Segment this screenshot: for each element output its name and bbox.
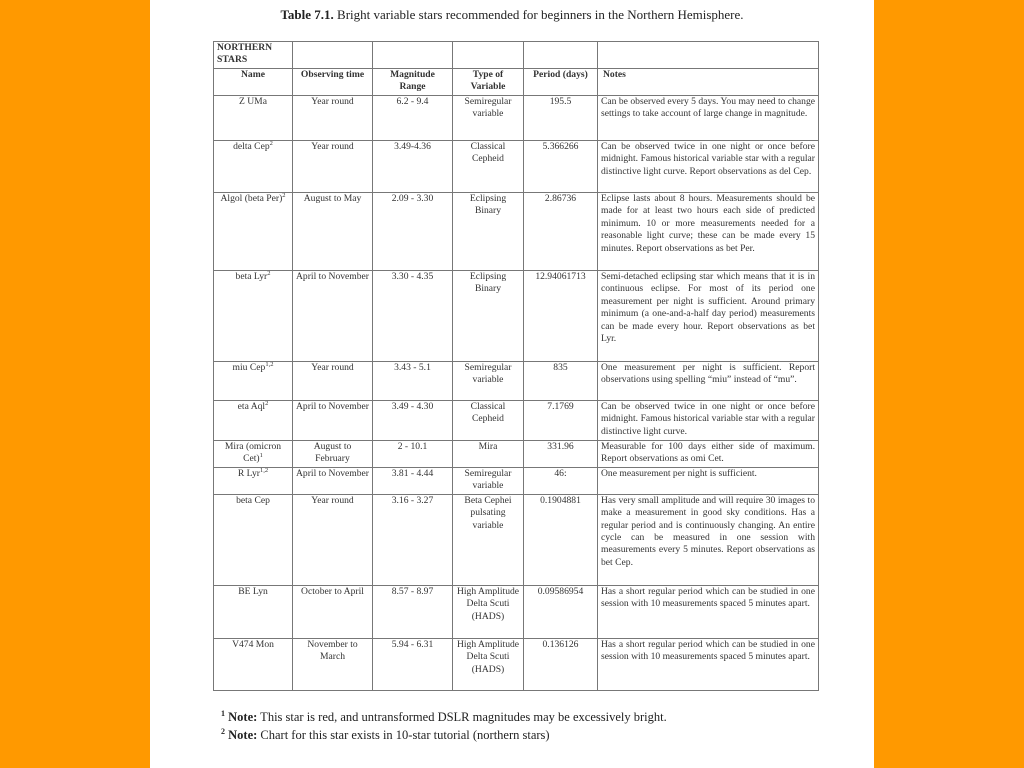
period-cell: 0.136126 xyxy=(524,638,598,690)
magnitude-range-cell: 3.49 - 4.30 xyxy=(373,401,453,441)
star-name-cell xyxy=(214,494,293,585)
period-cell: 12.94061713 xyxy=(524,271,598,362)
star-name-cell xyxy=(214,362,293,401)
variable-type-cell: Classical Cepheid xyxy=(453,401,524,441)
table-row xyxy=(214,193,819,271)
variable-type-cell: Classical Cepheid xyxy=(453,141,524,193)
notes-cell: Has a short regular period which can be studied in one session with 10 measurements spaced 5 minutes apart. xyxy=(598,585,819,638)
header-magnitude-range: Magnitude Range xyxy=(373,69,453,96)
notes-cell: Eclipse lasts about 8 hours. Measurements should be made for at least two hours each side of predicted minimum. 10 or more measurements needed for a reasonable light curve; these can be made every 15 minutes. Report observations as bet Per. xyxy=(598,193,819,271)
table-row xyxy=(214,96,819,141)
notes-cell: Can be observed twice in one night or once before midnight. Famous historical variable star with a regular distinctive light curve. xyxy=(598,401,819,441)
variable-type-cell: High Amplitude Delta Scuti (HADS) xyxy=(453,638,524,690)
star-name-cell xyxy=(214,96,293,141)
notes-cell: Measurable for 100 days either side of maximum. Report observations as omi Cet. xyxy=(598,441,819,468)
star-name-cell xyxy=(214,638,293,690)
star-name-cell xyxy=(214,271,293,362)
footnote-ref: 1 xyxy=(259,452,263,460)
star-name: Mira (omicron Cet) xyxy=(224,441,282,465)
period-cell: 195.5 xyxy=(524,96,598,141)
document-page xyxy=(150,0,874,768)
table-row xyxy=(214,362,819,401)
table-row xyxy=(214,401,819,441)
observing-time-cell: April to November xyxy=(293,401,373,441)
magnitude-range-cell: 3.49-4.36 xyxy=(373,141,453,193)
period-cell: 0.1904881 xyxy=(524,494,598,585)
star-name-cell xyxy=(214,468,293,495)
observing-time-cell: Year round xyxy=(293,96,373,141)
caption-label: Table 7.1. xyxy=(280,7,334,22)
footnote-1-text: This star is red, and untransformed DSLR magnitudes may be excessively bright. xyxy=(257,710,667,724)
period-cell: 5.366266 xyxy=(524,141,598,193)
table-row xyxy=(214,494,819,585)
observing-time-cell: Year round xyxy=(293,362,373,401)
table-row xyxy=(214,271,819,362)
observing-time-cell: November to March xyxy=(293,638,373,690)
footnote-ref: 1,2 xyxy=(260,467,269,474)
notes-cell: Has a short regular period which can be studied in one session with 10 measurements spaced 5 minutes apart. xyxy=(598,638,819,690)
variable-type-cell: High Amplitude Delta Scuti (HADS) xyxy=(453,585,524,638)
notes-cell: Has very small amplitude and will require 30 images to make a measurement in good sky conditions. Has a regular period and is continuously changing. An entire cycle can be measured in one session with measurements every 5 minutes. Report observations as bet Cep. xyxy=(598,494,819,585)
observing-time-cell: October to April xyxy=(293,585,373,638)
magnitude-range-cell: 8.57 - 8.97 xyxy=(373,585,453,638)
star-name: V474 Mon xyxy=(232,638,274,650)
magnitude-range-cell: 3.81 - 4.44 xyxy=(373,468,453,495)
observing-time-cell: August to May xyxy=(293,193,373,271)
star-name-cell xyxy=(214,141,293,193)
header-notes: Notes xyxy=(598,69,819,96)
table-row xyxy=(214,468,819,495)
footnote-2-label: Note: xyxy=(228,728,258,742)
magnitude-range-cell: 6.2 - 9.4 xyxy=(373,96,453,141)
star-name: beta Cep xyxy=(236,494,270,506)
star-name: miu Cep xyxy=(232,362,266,373)
section-title-row xyxy=(214,42,819,69)
header-period: Period (days) xyxy=(524,69,598,96)
magnitude-range-cell: 2 - 10.1 xyxy=(373,441,453,468)
footnote-ref: 2 xyxy=(267,270,271,277)
period-cell: 0.09586954 xyxy=(524,585,598,638)
footnote-1-label: Note: xyxy=(228,710,258,724)
footnote-2-number: 2 xyxy=(221,726,225,736)
star-name: beta Lyr xyxy=(235,271,268,282)
magnitude-range-cell: 2.09 - 3.30 xyxy=(373,193,453,271)
table-row xyxy=(214,141,819,193)
variable-type-cell: Eclipsing Binary xyxy=(453,193,524,271)
magnitude-range-cell: 3.30 - 4.35 xyxy=(373,271,453,362)
star-name: Z UMa xyxy=(239,96,267,107)
star-name: eta Aql xyxy=(237,401,266,412)
magnitude-range-cell: 5.94 - 6.31 xyxy=(373,638,453,690)
period-cell: 7.1769 xyxy=(524,401,598,441)
table-row xyxy=(214,638,819,690)
footnote-2-text: Chart for this star exists in 10-star tutorial (northern stars) xyxy=(257,728,550,742)
period-cell: 835 xyxy=(524,362,598,401)
header-row xyxy=(214,69,819,96)
notes-cell: Can be observed twice in one night or once before midnight. Famous historical variable star with a regular distinctive light curve. Report observations as del Cep. xyxy=(598,141,819,193)
observing-time-cell: April to November xyxy=(293,271,373,362)
footnote-ref: 2 xyxy=(282,192,286,199)
notes-cell: Can be observed every 5 days. You may need to change settings to take account of large change in magnitude. xyxy=(598,96,819,141)
star-name-cell xyxy=(214,585,293,638)
notes-cell: One measurement per night is sufficient. Report observations using spelling “miu” instead of “mu”. xyxy=(598,362,819,401)
footnote-1-number: 1 xyxy=(221,708,225,718)
observing-time-cell: April to November xyxy=(293,468,373,495)
variable-type-cell: Semiregular variable xyxy=(453,96,524,141)
section-title: NORTHERN STARS xyxy=(214,42,293,69)
table-row xyxy=(214,441,819,468)
period-cell: 46: xyxy=(524,468,598,495)
table-caption xyxy=(150,7,874,23)
header-name: Name xyxy=(214,69,293,96)
footnote-ref: 2 xyxy=(269,140,273,147)
table-row xyxy=(214,585,819,638)
footnote-2 xyxy=(221,726,667,744)
magnitude-range-cell: 3.16 - 3.27 xyxy=(373,494,453,585)
star-name-cell xyxy=(214,441,293,468)
footnote-ref: 1,2 xyxy=(265,361,274,368)
variable-type-cell: Semiregular variable xyxy=(453,362,524,401)
star-name: R Lyr xyxy=(237,468,260,479)
star-name: delta Cep xyxy=(233,141,270,152)
period-cell: 2.86736 xyxy=(524,193,598,271)
star-name-cell xyxy=(214,401,293,441)
observing-time-cell: August to February xyxy=(293,441,373,468)
footnote-1 xyxy=(221,708,667,726)
variable-stars-table xyxy=(213,41,819,691)
variable-type-cell: Mira xyxy=(453,441,524,468)
variable-type-cell: Eclipsing Binary xyxy=(453,271,524,362)
period-cell: 331.96 xyxy=(524,441,598,468)
observing-time-cell: Year round xyxy=(293,494,373,585)
header-observing-time: Observing time xyxy=(293,69,373,96)
caption-text: Bright variable stars recommended for beginners in the Northern Hemisphere. xyxy=(333,7,744,22)
variable-type-cell: Beta Cephei pulsating variable xyxy=(453,494,524,585)
footnote-ref: 2 xyxy=(265,400,269,407)
notes-cell: One measurement per night is sufficient. xyxy=(598,468,819,495)
variable-type-cell: Semiregular variable xyxy=(453,468,524,495)
star-name-cell xyxy=(214,193,293,271)
star-name: Algol (beta Per) xyxy=(220,193,283,204)
star-name: BE Lyn xyxy=(238,585,268,597)
footnotes xyxy=(221,708,667,744)
magnitude-range-cell: 3.43 - 5.1 xyxy=(373,362,453,401)
header-type: Type of Variable xyxy=(453,69,524,96)
observing-time-cell: Year round xyxy=(293,141,373,193)
notes-cell: Semi-detached eclipsing star which means that it is in continuous eclipse. For most of its period one measurement per night is sufficient. Around primary minimum (a one-and-a-half day period) measurements can be made every hour. Report observations as bet Lyr. xyxy=(598,271,819,362)
